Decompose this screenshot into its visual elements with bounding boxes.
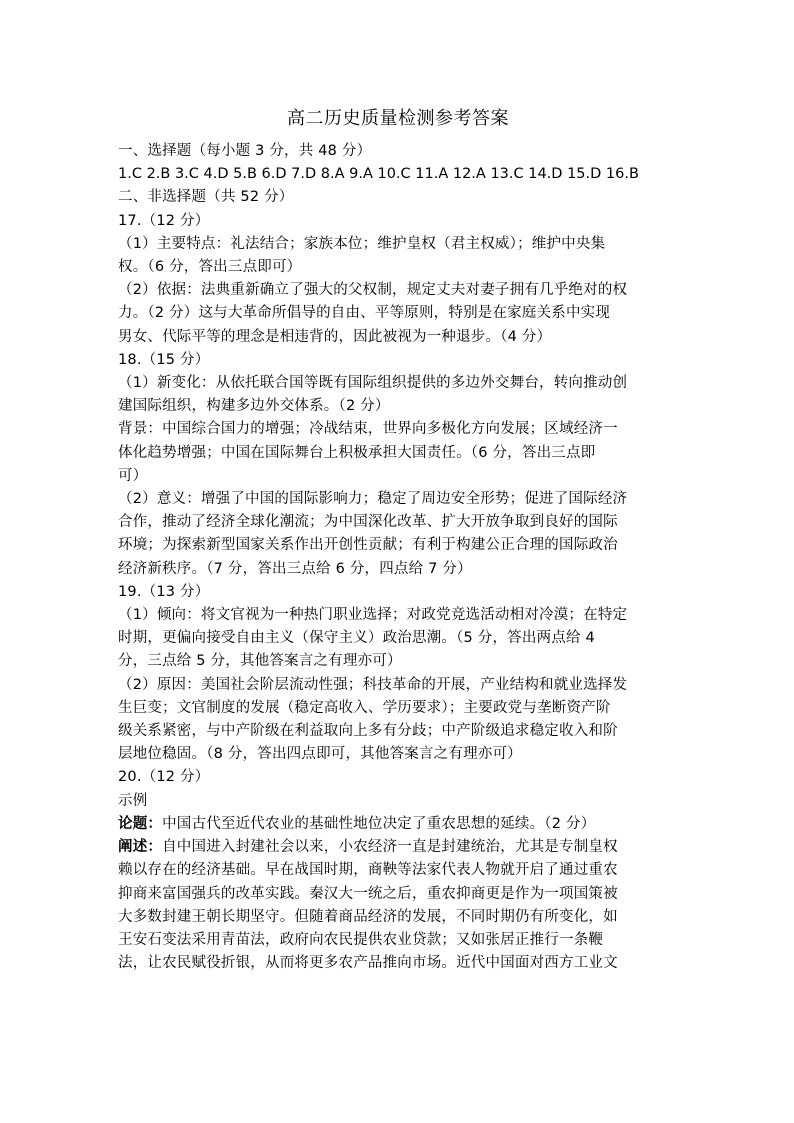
answer-line (118, 349, 678, 372)
answer-line (118, 929, 678, 952)
answer-line (118, 790, 678, 813)
line-text: 赖以存在的经济基础。早在战国时期，商鞅等法家代表人物就开启了通过重农 (118, 862, 618, 879)
line-text: 建国际组织，构建多边外交体系。（2 分） (118, 398, 390, 415)
answer-line (118, 279, 678, 302)
answer-line (118, 836, 678, 859)
answer-line (118, 674, 678, 697)
answer-line (118, 766, 678, 789)
line-text: 层地位稳固。（8 分，答出四点即可，其他答案言之有理亦可） (118, 746, 522, 763)
line-text: （2）原因：美国社会阶层流动性强；科技革命的开展，产业结构和就业选择发 (118, 676, 628, 693)
answer-line (118, 442, 678, 465)
line-text: （1）倾向：将文官视为一种热门职业选择；对政党竞选活动相对冷漠；在特定 (118, 607, 628, 624)
answer-line (118, 720, 678, 743)
document-title: 高二历史质量检测参考答案 (287, 108, 509, 129)
answer-line (118, 210, 678, 233)
answer-line (118, 627, 678, 650)
line-text: 18.（15 分） (118, 351, 210, 368)
line-text: 抑商来富国强兵的改革实践。秦汉大一统之后，重农抑商更是作为一项国策被 (118, 885, 618, 902)
line-text: 体化趋势增强；中国在国际舞台上积极承担大国责任。（6 分，答出三点即 (118, 444, 596, 461)
answer-line (118, 256, 678, 279)
line-text: 环境；为探索新型国家关系作出开创性贡献；有利于构建公正合理的国际政治 (118, 537, 618, 554)
line-text: 示例 (118, 792, 148, 809)
answer-line (118, 743, 678, 766)
line-text: 生巨变；文官制度的发展（稳定高收入、学历要求）；主要政党与垄断资产阶 (118, 699, 611, 716)
line-text: 自中国进入封建社会以来，小农经济一直是封建统治，尤其是专制皇权 (162, 839, 618, 856)
line-text: 时期，更偏向接受自由主义（保守主义）政治思潮。（5 分，答出两点给 4 (118, 630, 595, 647)
line-text: 中国古代至近代农业的基础性地位决定了重农思想的延续。（2 分） (162, 815, 596, 832)
answer-line (118, 326, 678, 349)
line-text: （1）新变化：从依托联合国等既有国际组织提供的多边外交舞台，转向推动创 (118, 375, 628, 392)
line-text: 经济新秩序。（7 分，答出三点给 6 分，四点给 7 分） (118, 560, 472, 577)
line-text: （1）主要特点：礼法结合；家族本位；维护皇权（君主权威）；维护中央集 (118, 235, 606, 252)
line-text: 王安石变法采用青苗法，政府向农民提供农业贷款；又如张居正推行一条鞭 (118, 931, 604, 948)
answer-line (118, 511, 678, 534)
line-text: 19.（13 分） (118, 583, 210, 600)
answer-line (118, 859, 678, 882)
answer-line (118, 418, 678, 441)
answer-line (118, 581, 678, 604)
line-text: 背景：中国综合国力的增强；冷战结束，世界向多极化方向发展；区域经济一 (118, 421, 618, 438)
answer-line (118, 140, 678, 163)
answer-line (118, 488, 678, 511)
section-label: 阐述： (118, 839, 163, 856)
section-label: 论题： (118, 815, 163, 832)
answer-line (118, 534, 678, 557)
line-text: 合作，推动了经济全球化潮流；为中国深化改革、扩大开放争取到良好的国际 (118, 514, 618, 531)
answer-line (118, 233, 678, 256)
line-text: （2）意义：增强了中国的国际影响力；稳定了周边安全形势；促进了国际经济 (118, 491, 628, 508)
line-text: 男女、代际平等的理念是相违背的，因此被视为一种退步。（4 分） (118, 328, 552, 345)
line-text: 17.（12 分） (118, 212, 210, 229)
answer-line (118, 465, 678, 488)
line-text: 二、非选择题（共 52 分） (118, 189, 294, 206)
answer-line (118, 163, 678, 186)
line-text: 可） (118, 467, 148, 484)
answer-line (118, 883, 678, 906)
answer-line (118, 650, 678, 673)
answer-line (118, 604, 678, 627)
line-text: 大多数封建王朝长期坚守。但随着商品经济的发展，不同时期仍有所变化，如 (118, 908, 618, 925)
line-text: 分，三点给 5 分，其他答案言之有理亦可） (118, 653, 402, 670)
line-text: 1.C 2.B 3.C 4.D 5.B 6.D 7.D 8.A 9.A 10.C 11.A 12.A 13.C 14.D 15.D 16.B (118, 166, 639, 183)
line-text: 力。（2 分）这与大革命所倡导的自由、平等原则，特别是在家庭关系中实现 (118, 305, 611, 322)
answer-line (118, 952, 678, 975)
answer-line (118, 813, 678, 836)
answer-document (118, 104, 678, 975)
line-text: 权。（6 分，答出三点即可） (118, 259, 302, 276)
line-text: （2）依据：法典重新确立了强大的父权制，规定丈夫对妻子拥有几乎绝对的权 (118, 282, 628, 299)
answer-line (118, 372, 678, 395)
line-text: 20.（12 分） (118, 769, 210, 786)
answer-line (118, 906, 678, 929)
answer-line (118, 697, 678, 720)
answer-line (118, 186, 678, 209)
answer-line (118, 558, 678, 581)
answer-body (118, 140, 678, 975)
answer-line (118, 302, 678, 325)
line-text: 法，让农民赋役折银，从而将更多农产品推向市场。近代中国面对西方工业文 (118, 955, 618, 972)
answer-line (118, 395, 678, 418)
line-text: 一、选择题（每小题 3 分，共 48 分） (118, 143, 372, 159)
line-text: 级关系紧密，与中产阶级在利益取向上多有分歧；中产阶级追求稳定收入和阶 (118, 723, 618, 740)
